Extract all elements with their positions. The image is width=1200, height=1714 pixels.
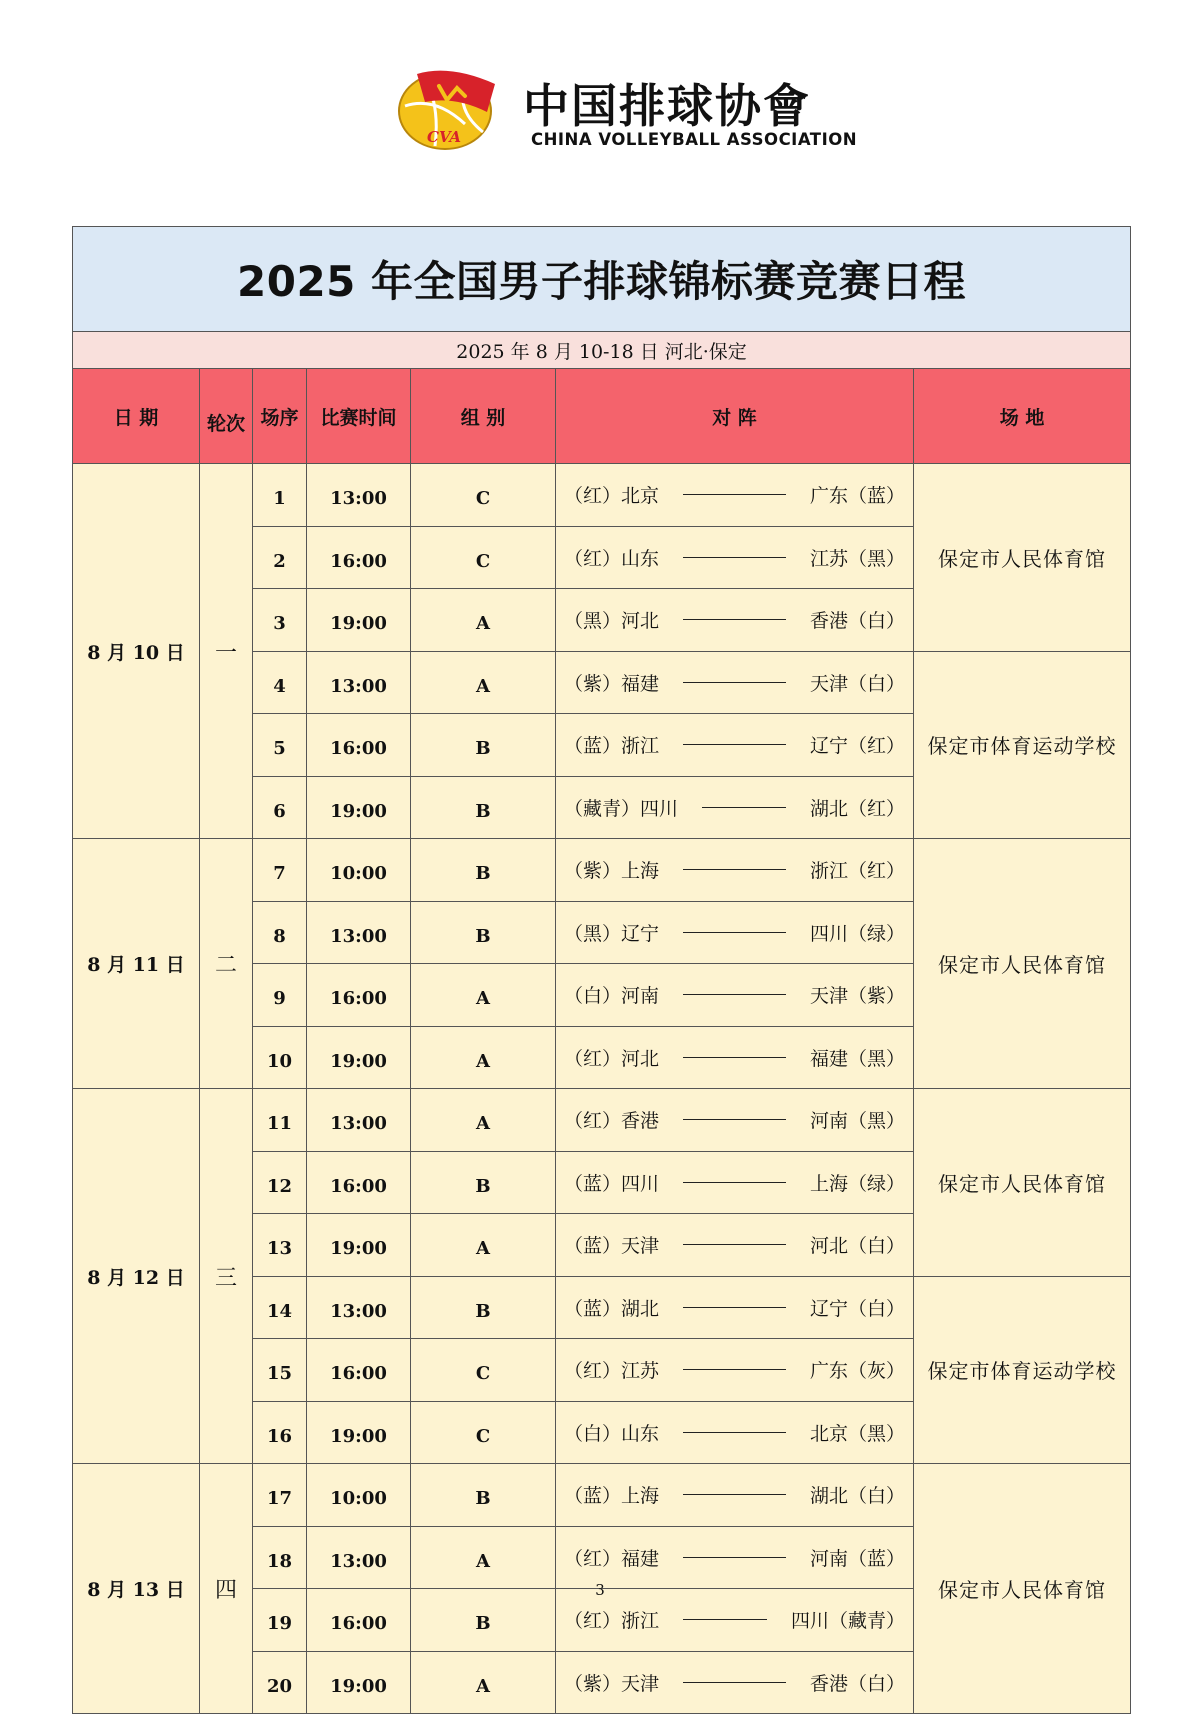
home-team: （红）香港: [564, 1110, 660, 1133]
schedule-body: [73, 464, 1131, 1714]
away-team: 辽宁（白）: [809, 1297, 905, 1320]
game-group: A: [411, 1089, 556, 1152]
venue-name: 保定市体育运动学校: [914, 651, 1131, 839]
game-time: 19:00: [307, 776, 411, 839]
game-matchup: [556, 839, 914, 902]
home-team: （黑）河北: [564, 610, 660, 633]
game-matchup: [556, 1526, 914, 1589]
game-time: 13:00: [307, 1526, 411, 1589]
game-group: B: [411, 1276, 556, 1339]
away-team: 河南（蓝）: [809, 1547, 905, 1570]
matchup-line: [564, 1169, 905, 1196]
venue-name: 保定市人民体育馆: [914, 464, 1131, 652]
versus-dash: [683, 1369, 786, 1370]
game-group: A: [411, 589, 556, 652]
game-group: A: [411, 1651, 556, 1714]
home-team: （蓝）四川: [564, 1172, 660, 1195]
away-team: 广东（灰）: [809, 1360, 905, 1383]
home-team: （藏青）四川: [564, 797, 679, 820]
versus-dash: [683, 1307, 786, 1308]
game-time: 10:00: [307, 1464, 411, 1527]
game-matchup: [556, 964, 914, 1027]
day-date: 8 月 12 日: [73, 1089, 200, 1464]
day-date: 8 月 13 日: [73, 1464, 200, 1714]
away-team: 广东（蓝）: [809, 485, 905, 508]
game-matchup: [556, 526, 914, 589]
game-matchup: [556, 1214, 914, 1277]
away-team: 河北（白）: [809, 1235, 905, 1258]
game-matchup: [556, 464, 914, 527]
game-time: 19:00: [307, 1651, 411, 1714]
org-name-en: CHINA VOLLEYBALL ASSOCIATION: [531, 130, 858, 149]
away-team: 北京（黑）: [809, 1422, 905, 1445]
game-time: 16:00: [307, 1151, 411, 1214]
game-number: 20: [253, 1651, 307, 1714]
versus-dash: [683, 1557, 786, 1558]
game-time: 16:00: [307, 526, 411, 589]
game-group: A: [411, 1214, 556, 1277]
game-group: A: [411, 1526, 556, 1589]
away-team: 天津（紫）: [809, 985, 905, 1008]
game-matchup: [556, 1089, 914, 1152]
column-header-group: 组 别: [411, 369, 556, 464]
game-number: 4: [253, 651, 307, 714]
game-matchup: [556, 651, 914, 714]
away-team: 香港（白）: [809, 1672, 905, 1695]
matchup-line: [564, 1231, 905, 1258]
home-team: （红）江苏: [564, 1360, 660, 1383]
home-team: （红）北京: [564, 485, 660, 508]
matchup-line: [564, 669, 905, 696]
game-number: 3: [253, 589, 307, 652]
home-team: （紫）上海: [564, 860, 660, 883]
home-team: （紫）福建: [564, 672, 660, 695]
game-matchup: [556, 1151, 914, 1214]
home-team: （蓝）天津: [564, 1235, 660, 1258]
home-team: （白）山东: [564, 1422, 660, 1445]
game-group: B: [411, 1151, 556, 1214]
game-group: C: [411, 1339, 556, 1402]
home-team: （红）河北: [564, 1047, 660, 1070]
game-group: B: [411, 714, 556, 777]
column-header-round: 轮次: [200, 369, 253, 464]
game-group: A: [411, 651, 556, 714]
home-team: （紫）天津: [564, 1672, 660, 1695]
schedule-table: [72, 226, 1131, 1714]
schedule-title: 2025 年全国男子排球锦标赛竞赛日程: [73, 227, 1131, 332]
matchup-line: [564, 1544, 905, 1571]
day-round: 一: [200, 464, 253, 839]
game-group: A: [411, 964, 556, 1027]
game-time: 13:00: [307, 1276, 411, 1339]
game-number: 11: [253, 1089, 307, 1152]
logo-text: CVA: [427, 128, 462, 146]
away-team: 湖北（红）: [809, 797, 905, 820]
game-matchup: [556, 1464, 914, 1527]
versus-dash: [683, 1494, 786, 1495]
column-header-row: [73, 369, 1131, 464]
matchup-line: [564, 1669, 905, 1696]
versus-dash: [683, 994, 786, 995]
game-number: 14: [253, 1276, 307, 1339]
column-header-date: 日 期: [73, 369, 200, 464]
game-time: 16:00: [307, 714, 411, 777]
day-date: 8 月 11 日: [73, 839, 200, 1089]
game-number: 19: [253, 1589, 307, 1652]
matchup-line: [564, 606, 905, 633]
game-number: 16: [253, 1401, 307, 1464]
day-date: 8 月 10 日: [73, 464, 200, 839]
versus-dash: [702, 807, 786, 808]
versus-dash: [683, 1057, 786, 1058]
home-team: （红）山东: [564, 547, 660, 570]
column-header-venue: 场 地: [914, 369, 1131, 464]
matchup-line: [564, 1294, 905, 1321]
venue-name: 保定市人民体育馆: [914, 1464, 1131, 1714]
game-row: [73, 1464, 1131, 1527]
matchup-line: [564, 1481, 905, 1508]
cva-logo: [395, 66, 501, 152]
versus-dash: [683, 744, 786, 745]
matchup-line: [564, 1106, 905, 1133]
home-team: （红）福建: [564, 1547, 660, 1570]
away-team: 辽宁（红）: [809, 735, 905, 758]
game-matchup: [556, 776, 914, 839]
away-team: 天津（白）: [809, 672, 905, 695]
game-time: 19:00: [307, 1401, 411, 1464]
away-team: 湖北（白）: [809, 1485, 905, 1508]
versus-dash: [683, 932, 786, 933]
game-time: 16:00: [307, 1589, 411, 1652]
versus-dash: [683, 494, 786, 495]
versus-dash: [683, 557, 786, 558]
matchup-line: [564, 731, 905, 758]
game-number: 15: [253, 1339, 307, 1402]
schedule-subtitle: 2025 年 8 月 10-18 日 河北·保定: [73, 332, 1131, 369]
game-time: 10:00: [307, 839, 411, 902]
game-time: 19:00: [307, 1214, 411, 1277]
game-number: 17: [253, 1464, 307, 1527]
game-number: 2: [253, 526, 307, 589]
game-row: [73, 1089, 1131, 1152]
game-matchup: [556, 714, 914, 777]
matchup-line: [564, 1044, 905, 1071]
matchup-line: [564, 919, 905, 946]
game-number: 6: [253, 776, 307, 839]
game-matchup: [556, 589, 914, 652]
game-group: B: [411, 776, 556, 839]
game-number: 9: [253, 964, 307, 1027]
matchup-line: [564, 1606, 905, 1633]
matchup-line: [564, 481, 905, 508]
versus-dash: [683, 1119, 786, 1120]
away-team: 四川（绿）: [809, 922, 905, 945]
game-number: 12: [253, 1151, 307, 1214]
home-team: （蓝）上海: [564, 1485, 660, 1508]
versus-dash: [683, 682, 786, 683]
matchup-line: [564, 1419, 905, 1446]
game-group: B: [411, 1589, 556, 1652]
venue-name: 保定市体育运动学校: [914, 1276, 1131, 1464]
column-header-time: 比赛时间: [307, 369, 411, 464]
game-time: 19:00: [307, 1026, 411, 1089]
game-time: 16:00: [307, 964, 411, 1027]
game-time: 16:00: [307, 1339, 411, 1402]
day-round: 四: [200, 1464, 253, 1714]
game-matchup: [556, 1651, 914, 1714]
game-number: 5: [253, 714, 307, 777]
versus-dash: [683, 619, 786, 620]
game-matchup: [556, 901, 914, 964]
game-group: B: [411, 839, 556, 902]
versus-dash: [683, 1244, 786, 1245]
game-row: [73, 839, 1131, 902]
home-team: （蓝）湖北: [564, 1297, 660, 1320]
venue-name: 保定市人民体育馆: [914, 839, 1131, 1089]
matchup-line: [564, 794, 905, 821]
game-group: C: [411, 1401, 556, 1464]
game-group: B: [411, 1464, 556, 1527]
game-number: 8: [253, 901, 307, 964]
venue-name: 保定市人民体育馆: [914, 1089, 1131, 1277]
matchup-line: [564, 981, 905, 1008]
away-team: 四川（藏青）: [790, 1610, 905, 1633]
game-time: 13:00: [307, 901, 411, 964]
game-number: 1: [253, 464, 307, 527]
game-number: 13: [253, 1214, 307, 1277]
game-group: B: [411, 901, 556, 964]
game-group: C: [411, 526, 556, 589]
game-number: 7: [253, 839, 307, 902]
away-team: 香港（白）: [809, 610, 905, 633]
versus-dash: [683, 1432, 786, 1433]
column-header-game-no: 场序: [253, 369, 307, 464]
matchup-line: [564, 544, 905, 571]
home-team: （黑）辽宁: [564, 922, 660, 945]
game-time: 13:00: [307, 651, 411, 714]
game-group: A: [411, 1026, 556, 1089]
game-row: [73, 464, 1131, 527]
versus-dash: [683, 1182, 786, 1183]
page-header: [395, 64, 858, 154]
home-team: （蓝）浙江: [564, 735, 660, 758]
game-time: 13:00: [307, 464, 411, 527]
game-group: C: [411, 464, 556, 527]
home-team: （红）浙江: [564, 1610, 660, 1633]
home-team: （白）河南: [564, 985, 660, 1008]
matchup-line: [564, 1356, 905, 1383]
game-matchup: [556, 1339, 914, 1402]
game-time: 19:00: [307, 589, 411, 652]
versus-dash: [683, 1682, 786, 1683]
away-team: 福建（黑）: [809, 1047, 905, 1070]
game-number: 18: [253, 1526, 307, 1589]
game-number: 10: [253, 1026, 307, 1089]
versus-dash: [683, 1619, 767, 1620]
game-matchup: [556, 1401, 914, 1464]
org-name-cn: 中国排球协會: [523, 79, 811, 133]
away-team: 江苏（黑）: [809, 547, 905, 570]
column-header-matchup: 对 阵: [556, 369, 914, 464]
day-round: 二: [200, 839, 253, 1089]
game-matchup: [556, 1026, 914, 1089]
game-matchup: [556, 1276, 914, 1339]
day-round: 三: [200, 1089, 253, 1464]
versus-dash: [683, 869, 786, 870]
matchup-line: [564, 856, 905, 883]
page-number: 3: [595, 1581, 605, 1599]
away-team: 上海（绿）: [809, 1172, 905, 1195]
away-team: 河南（黑）: [809, 1110, 905, 1133]
game-time: 13:00: [307, 1089, 411, 1152]
away-team: 浙江（红）: [809, 860, 905, 883]
